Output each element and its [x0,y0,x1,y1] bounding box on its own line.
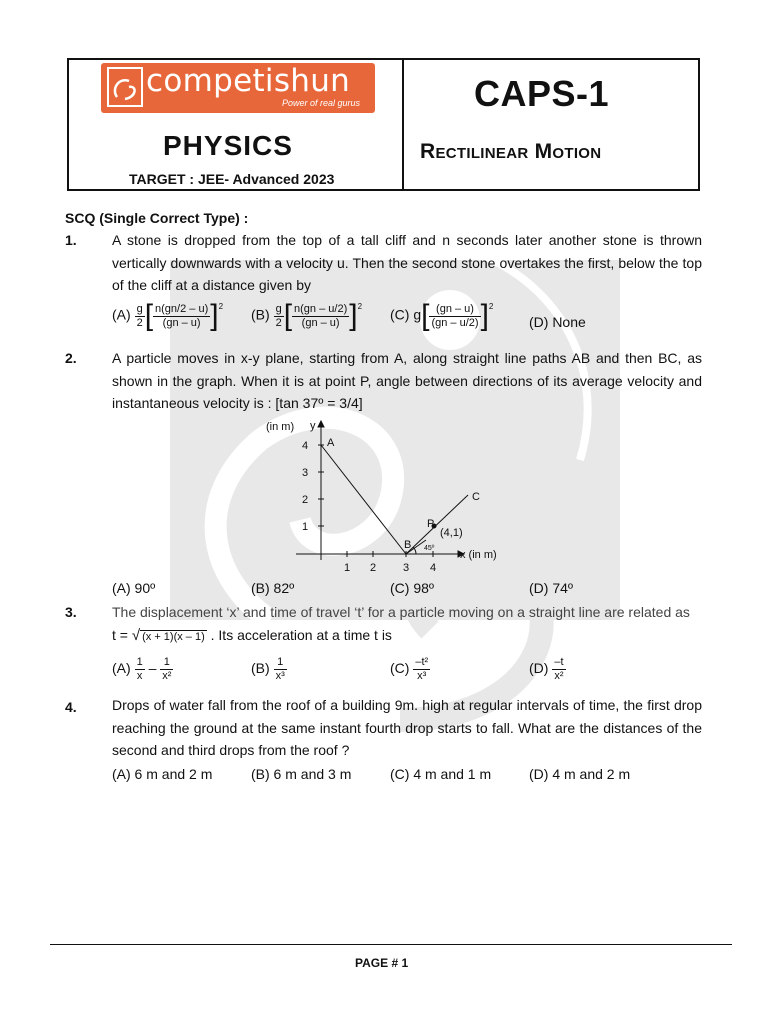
point-a-label: A [327,437,335,449]
fraction [153,303,210,330]
operator: – [148,660,157,677]
denominator: x³ [275,670,285,682]
bracket-open: [ [144,299,154,332]
exponent: 2 [357,302,363,311]
numerator: (gn – u) [429,303,480,317]
option-c [390,656,430,683]
question-equation [112,627,392,644]
option-label: (A) [112,306,131,323]
y-arrow-icon [318,421,324,427]
option-label: (C) [390,306,410,323]
bracket-close: ] [349,299,358,332]
point-c-label: C [472,491,480,503]
y-unit-label: (in m) [266,421,295,433]
bracket-close: ] [210,299,219,332]
denominator: x [136,670,143,682]
bracket-open: [ [283,299,293,332]
denominator: (gn – u) [162,316,201,329]
sheet-code: CAPS-1 [474,73,610,114]
option-d: (D) 4 m and 2 m [529,766,631,782]
x-tick: 3 [403,562,410,574]
point-b-label: B [404,539,412,551]
question-text: The displacement ‘x’ and time of travel ‘t’ for a particle moving on a straight line are related as [112,604,690,620]
fraction [292,303,349,330]
footer-divider [50,944,732,945]
target-line: TARGET : JEE- Advanced 2023 [129,171,335,187]
option-c [390,299,494,332]
denominator: x² [162,670,172,682]
y-axis-label: y [310,420,316,432]
fraction [160,656,173,683]
numerator: n(gn/2 – u) [155,302,209,315]
numerator: g [136,302,143,315]
equation-suffix: . Its acceleration at a time t is [210,627,392,643]
denominator: x³ [417,670,427,682]
angle-arc [413,547,416,554]
point-p-label: P [427,518,435,530]
logo-text: competishun [146,63,351,99]
motion-graph [258,415,518,580]
question-number: 3. [65,604,77,620]
fraction [274,303,284,330]
question-number: 4. [65,699,77,715]
option-label: (A) [112,660,131,677]
bracket-close: ] [480,299,489,332]
x-tick: 4 [430,562,437,574]
section-title: SCQ (Single Correct Type) : [65,210,249,226]
x-tick: 2 [370,562,377,574]
option-b [251,299,363,332]
option-c: (C) 4 m and 1 m [390,766,492,782]
option-label: (B) [251,306,270,323]
option-label: (B) [251,660,270,677]
fraction [429,303,480,330]
angle-label: 45º [424,545,435,552]
logo-tagline: Power of real gurus [282,98,361,108]
path-ab [321,445,406,554]
numerator: n(gn – u/2) [294,302,348,315]
fraction [274,656,287,683]
numerator: g [275,302,282,315]
fraction [135,303,145,330]
equation-prefix: t = [112,627,128,643]
bracket-open: [ [421,299,430,332]
option-a: (A) 6 m and 2 m [112,766,213,782]
path-bc [406,495,468,554]
option-label: (D) [529,660,549,677]
subject-title: PHYSICS [163,130,293,161]
y-tick: 3 [302,467,309,479]
page-number: PAGE # 1 [355,956,409,970]
exponent: 2 [488,302,494,311]
coefficient: g [413,306,422,323]
option-a: (A) 90º [112,580,156,596]
topic-title: Rectilinear Motion [420,140,602,163]
radicand: (x + 1)(x – 1) [142,631,205,643]
option-d: (D) 74º [529,580,574,596]
fraction [135,656,145,683]
header-divider [402,58,404,191]
denominator: 2 [136,316,143,329]
exponent: 2 [218,302,224,311]
y-tick: 4 [302,440,309,452]
option-c: (C) 98º [390,580,435,596]
option-b [251,656,287,683]
option-d: (D) None [529,314,586,330]
question-number: 1. [65,232,77,248]
option-d [529,656,566,683]
question-text: Drops of water fall from the roof of a building 9m. high at regular intervals of time, the first drop reaching the ground at the same instant fourth drop starts to fall. What are the distances of the second and third drops from the roof ? [112,697,702,758]
logo-mark-icon [107,67,143,107]
denominator: x² [554,670,564,682]
option-b: (B) 6 m and 3 m [251,766,352,782]
x-axis-label: x (in m) [460,549,497,561]
numerator: 1 [136,656,143,668]
question-text: A stone is dropped from the top of a tall cliff and n seconds later another stone is thrown vertically downwards with a velocity u. Then the second stone overtakes the first, below the top of the cliff at a distance given by [112,232,702,293]
denominator: (gn – u/2) [431,316,479,329]
option-a [112,656,173,683]
x-tick: 1 [344,562,351,574]
numerator: 1 [160,656,173,670]
denominator: 2 [275,316,282,329]
option-b: (B) 82º [251,580,295,596]
point-p-coord: (4,1) [440,527,463,539]
fraction [552,656,565,683]
y-tick: 1 [302,521,309,533]
sqrt-icon: √ [131,627,141,644]
option-label: (C) [390,660,410,677]
question-text: A particle moves in x-y plane, starting from A, along straight line paths AB and then BC, as shown in the graph. When it is at point P, angle between directions of its average velocity and instantaneous velocity is : [tan 37º = 3/4] [112,350,702,411]
fraction [413,656,430,683]
option-a [112,299,224,332]
question-number: 2. [65,350,77,366]
denominator: (gn – u) [301,316,340,329]
numerator: –t [554,656,564,668]
y-tick: 2 [302,494,309,506]
numerator: 1 [274,656,287,670]
numerator: –t² [415,656,429,668]
